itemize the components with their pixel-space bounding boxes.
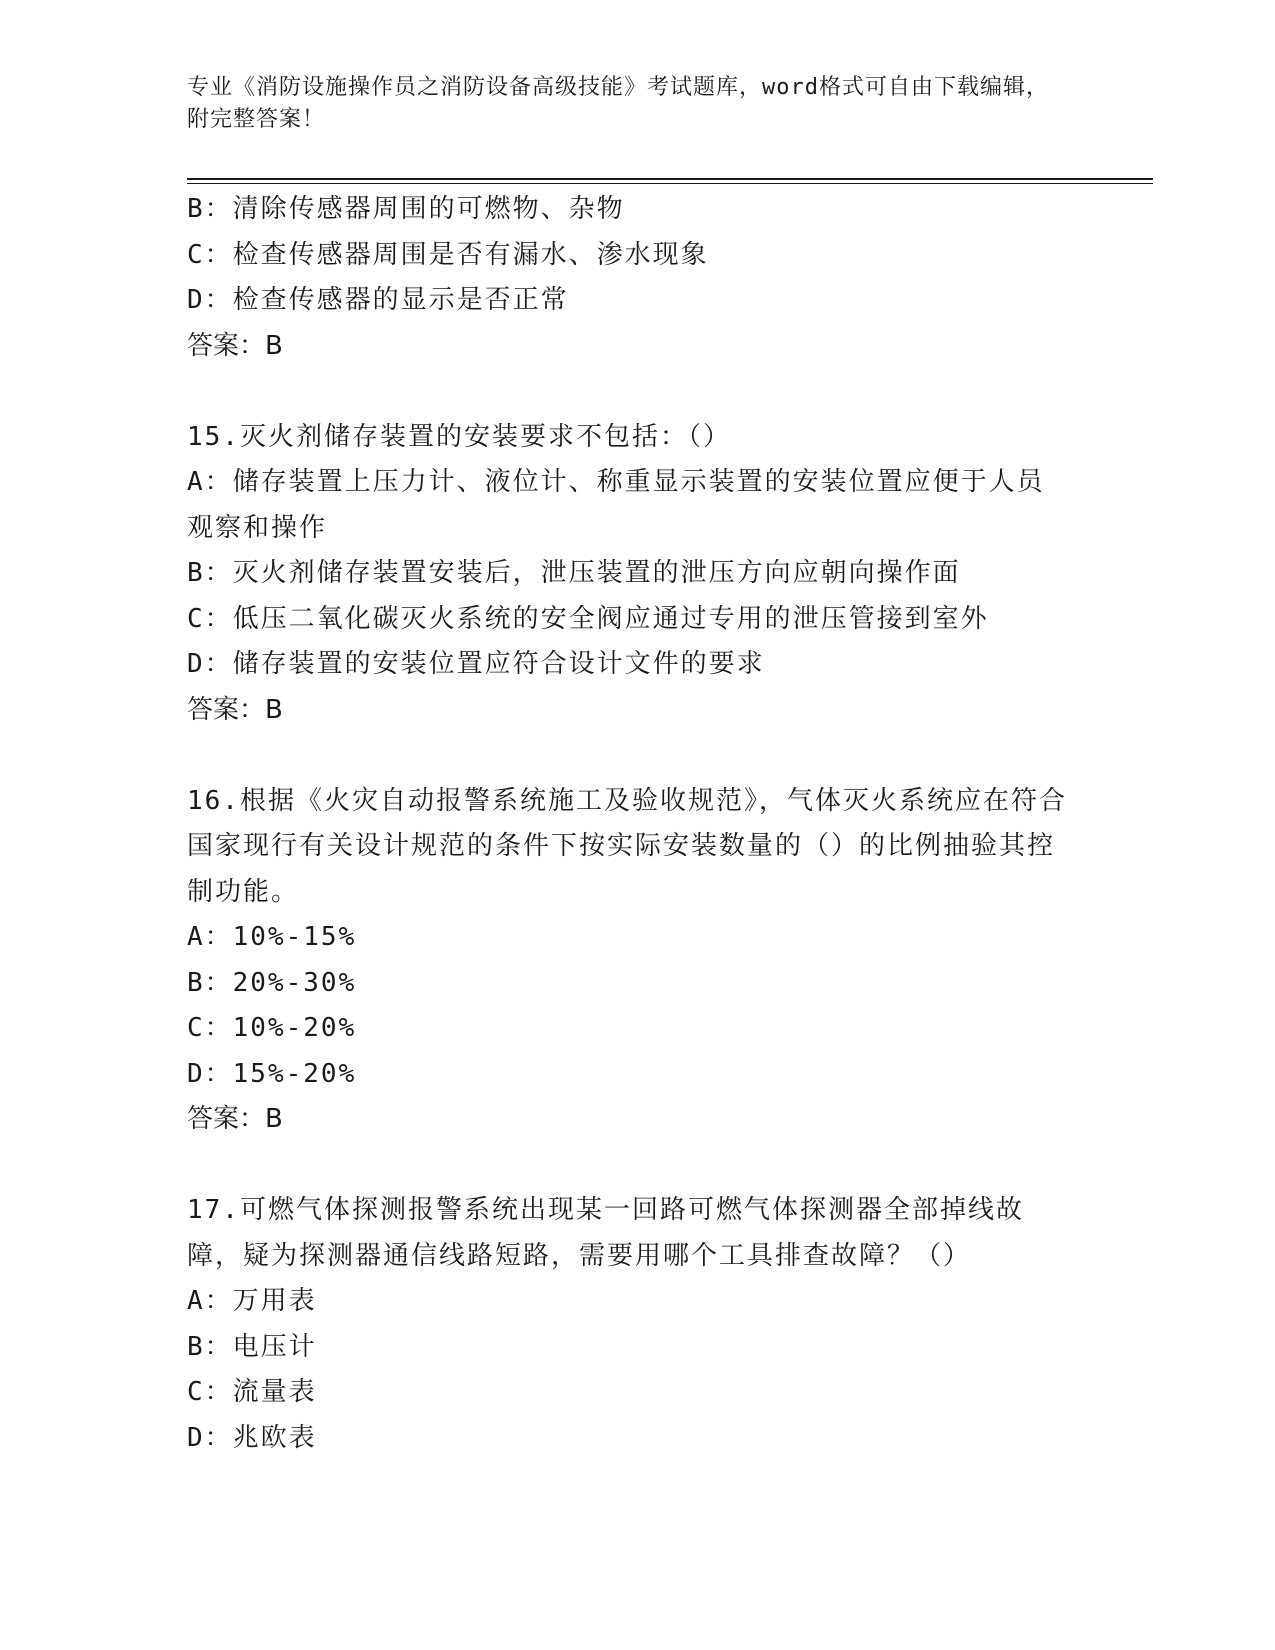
option-a: A：万用表 bbox=[187, 1286, 317, 1316]
option-d: D：15%-20% bbox=[187, 1058, 357, 1089]
question-14-tail bbox=[187, 187, 1067, 369]
spacer bbox=[187, 733, 1067, 779]
question-list bbox=[187, 187, 1067, 1461]
option-a: A：储存装置上压力计、液位计、称重显示装置的安装位置应便于人员观察和操作 bbox=[187, 467, 1045, 543]
document-header bbox=[187, 72, 1067, 136]
option-b: B：清除传感器周围的可燃物、杂物 bbox=[187, 194, 625, 224]
option-c: C：10%-20% bbox=[187, 1013, 357, 1043]
question-stem: 16.根据《火灾自动报警系统施工及验收规范》，气体灭火系统应在符合国家现行有关设计规范的条件下按实际安装数量的（）的比例抽验其控制功能。 bbox=[187, 785, 1067, 907]
option-c: C：检查传感器周围是否有漏水、渗水现象 bbox=[187, 239, 709, 270]
answer-line: 答案：B bbox=[187, 1104, 283, 1134]
option-d: D：检查传感器的显示是否正常 bbox=[187, 285, 569, 315]
option-c: C：低压二氧化碳灭火系统的安全阀应通过专用的泄压管接到室外 bbox=[187, 603, 989, 634]
question-15 bbox=[187, 415, 1067, 734]
option-b: B：20%-30% bbox=[187, 967, 357, 998]
option-d: D：储存装置的安装位置应符合设计文件的要求 bbox=[187, 649, 765, 679]
answer-line: 答案：B bbox=[187, 694, 283, 725]
question-stem: 15.灭火剂储存装置的安装要求不包括：（） bbox=[187, 421, 731, 452]
answer-line: 答案：B bbox=[187, 330, 283, 361]
header-divider-thick bbox=[187, 178, 1153, 180]
spacer bbox=[187, 1143, 1067, 1189]
header-text: 专业《消防设施操作员之消防设备高级技能》考试题库，word格式可自由下载编辑，附完整答案！ bbox=[187, 75, 1049, 132]
header-divider-thin bbox=[187, 183, 1153, 184]
option-c: C：流量表 bbox=[187, 1377, 317, 1407]
spacer bbox=[187, 369, 1067, 415]
option-b: B：电压计 bbox=[187, 1331, 317, 1362]
question-17 bbox=[187, 1188, 1067, 1461]
option-a: A：10%-15% bbox=[187, 922, 357, 952]
option-b: B：灭火剂储存装置安装后，泄压装置的泄压方向应朝向操作面 bbox=[187, 558, 961, 588]
question-stem: 17.可燃气体探测报警系统出现某一回路可燃气体探测器全部掉线故障，疑为探测器通信线路短路，需要用哪个工具排查故障？（） bbox=[187, 1195, 1024, 1271]
question-16 bbox=[187, 779, 1067, 1143]
option-d: D：兆欧表 bbox=[187, 1422, 317, 1453]
